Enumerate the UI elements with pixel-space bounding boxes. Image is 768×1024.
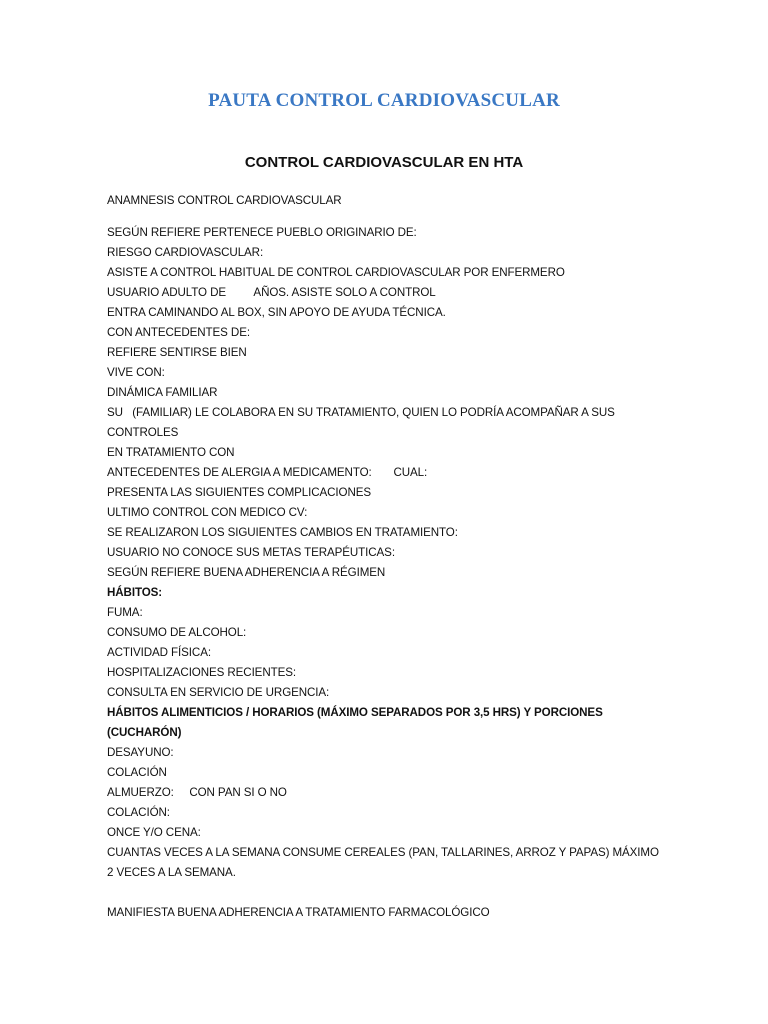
habit-line: ACTIVIDAD FÍSICA: xyxy=(107,646,211,659)
text-line: SEGÚN REFIERE BUENA ADHERENCIA A RÉGIMEN xyxy=(107,566,386,579)
closing-line: MANIFIESTA BUENA ADHERENCIA A TRATAMIENTO FARMACOLÓGICO xyxy=(107,906,490,919)
document-subtitle: CONTROL CARDIOVASCULAR EN HTA xyxy=(244,154,524,171)
meal-line-wrapped: CUANTAS VECES A LA SEMANA CONSUME CEREALES (PAN, TALLARINES, ARROZ Y PAPAS) MÁXIMO 2 VECES A LA SEMANA. xyxy=(107,846,659,879)
text-line: USUARIO ADULTO DE AÑOS. ASISTE SOLO A CONTROL xyxy=(107,286,436,299)
text-line: ENTRA CAMINANDO AL BOX, SIN APOYO DE AYUDA TÉCNICA. xyxy=(107,306,446,319)
section-heading-anamnesis: ANAMNESIS CONTROL CARDIOVASCULAR xyxy=(107,194,342,207)
text-line: DINÁMICA FAMILIAR xyxy=(107,386,218,399)
text-line: ULTIMO CONTROL CON MEDICO CV: xyxy=(107,506,308,519)
spacer xyxy=(107,883,667,903)
meal-line: COLACIÓN xyxy=(107,766,167,779)
habit-line: FUMA: xyxy=(107,606,143,619)
habits-heading: HÁBITOS: xyxy=(107,586,163,599)
text-line: CON ANTECEDENTES DE: xyxy=(107,326,250,339)
spacer xyxy=(107,211,667,223)
text-line-wrapped: SU (FAMILIAR) LE COLABORA EN SU TRATAMIENTO, QUIEN LO PODRÍA ACOMPAÑAR A SUS CONTROLES xyxy=(107,406,618,439)
habit-line: CONSULTA EN SERVICIO DE URGENCIA: xyxy=(107,686,330,699)
meal-line: COLACIÓN: xyxy=(107,806,170,819)
document-body xyxy=(107,191,667,923)
text-line: PRESENTA LAS SIGUIENTES COMPLICACIONES xyxy=(107,486,371,499)
meal-line: ONCE Y/O CENA: xyxy=(107,826,201,839)
text-line: RIESGO CARDIOVASCULAR: xyxy=(107,246,264,259)
text-line: ANTECEDENTES DE ALERGIA A MEDICAMENTO: CUAL: xyxy=(107,466,428,479)
text-line: SEGÚN REFIERE PERTENECE PUEBLO ORIGINARIO DE: xyxy=(107,226,417,239)
text-line: SE REALIZARON LOS SIGUIENTES CAMBIOS EN TRATAMIENTO: xyxy=(107,526,458,539)
meal-line: ALMUERZO: CON PAN SI O NO xyxy=(107,786,287,799)
meal-line: DESAYUNO: xyxy=(107,746,174,759)
text-line: ASISTE A CONTROL HABITUAL DE CONTROL CARDIOVASCULAR POR ENFERMERO xyxy=(107,266,565,279)
document-title: PAUTA CONTROL CARDIOVASCULAR xyxy=(208,90,560,111)
habit-line: CONSUMO DE ALCOHOL: xyxy=(107,626,247,639)
text-line: EN TRATAMIENTO CON xyxy=(107,446,235,459)
text-line: USUARIO NO CONOCE SUS METAS TERAPÉUTICAS: xyxy=(107,546,395,559)
text-line: REFIERE SENTIRSE BIEN xyxy=(107,346,247,359)
habit-line: HOSPITALIZACIONES RECIENTES: xyxy=(107,666,296,679)
text-line: VIVE CON: xyxy=(107,366,165,379)
diet-heading: HÁBITOS ALIMENTICIOS / HORARIOS (MÁXIMO SEPARADOS POR 3,5 HRS) Y PORCIONES (CUCHARÓN) xyxy=(107,706,603,739)
